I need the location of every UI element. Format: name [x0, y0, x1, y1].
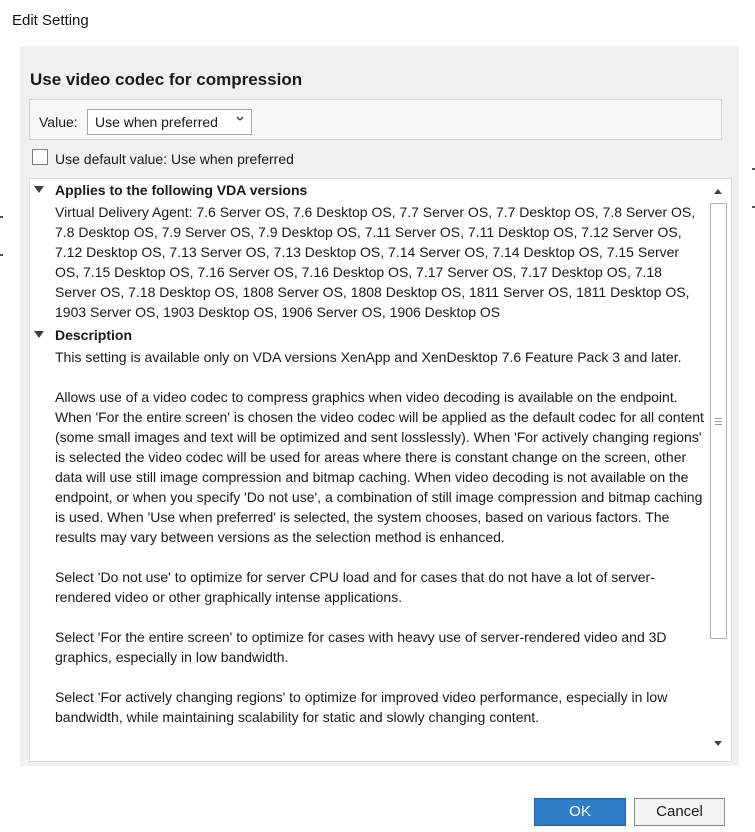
setting-title: Use video codec for compression: [30, 70, 303, 89]
applies-body: Virtual Delivery Agent: 7.6 Server OS, 7.6 Desktop OS, 7.7 Server OS, 7.7 Desktop OS, 7.8 Server OS, 7.8 Desktop OS, 7.9 Server OS, 7.9 Desktop OS, 7.11 Server OS, 7.11 Desktop OS, 7.12 Server OS, 7.12 Desktop OS, 7.13 Server OS, 7.13 Desktop OS, 7.14 Server OS, 7.14 Desktop OS, 7.15 Server OS, 7.15 Desktop OS, 7.16 Server OS, 7.16 Desktop OS, 7.17 Server OS, 7.17 Desktop OS, 7.18 Server OS, 7.18 Desktop OS, 1808 Server OS, 1808 Desktop OS, 1811 Server OS, 1811 Desktop OS, 1903 Server OS, 1903 Desktop OS, 1906 Server OS, 1906 Desktop OS: [55, 204, 696, 320]
title-bar: [0, 0, 755, 42]
description-paragraph: Select 'For the entire screen' to optimize for cases with heavy use of server-rendered video and 3D graphics, especially in low bandwidth.: [55, 629, 667, 665]
description-paragraph: Allows use of a video codec to compress graphics when video decoding is available on the endpoint. When 'For the entire screen' is chosen the video codec will be applied as the default codec for all content (some small images and text will be optimized and sent losslessly). When 'For actively changing regions' is selected the video codec will be used for areas where there is constant change on the screen, other data will use still image compression and bitmap caching. When video decoding is not available on the endpoint, or when you specify 'Do not use', a combination of still image compression and bitmap caching is used. When 'Use when preferred' is selected, the system chooses, based on various factors. The results may vary between versions as the selection method is enhanced.: [55, 389, 704, 545]
content-panel: [20, 46, 739, 766]
ok-button[interactable]: OK: [534, 798, 626, 826]
collapse-triangle-icon[interactable]: [34, 186, 44, 193]
window-title: Edit Setting: [12, 12, 89, 29]
cancel-button[interactable]: Cancel: [634, 798, 725, 826]
description-paragraph: Select 'Do not use' to optimize for server CPU load and for cases that do not have a lot of server-rendered video or other graphically intense applications.: [55, 569, 655, 605]
description-section-header[interactable]: [34, 327, 132, 343]
value-dropdown[interactable]: [87, 109, 252, 135]
edge-mark: [0, 254, 3, 256]
details-content: [30, 179, 706, 762]
description-paragraph: Select 'For actively changing regions' to optimize for improved video performance, especially in low bandwidth, while maintaining scalability for static and slowly changing content.: [55, 689, 668, 725]
value-label: Value:: [39, 114, 78, 130]
use-default-checkbox[interactable]: [32, 149, 48, 165]
value-dropdown-selected: Use when preferred: [95, 114, 218, 130]
details-scroll-panel: [29, 178, 732, 762]
description-body: [55, 347, 705, 747]
use-default-label[interactable]: Use default value: Use when preferred: [55, 151, 294, 167]
dialog-footer: [0, 790, 755, 832]
collapse-triangle-icon[interactable]: [34, 331, 44, 338]
use-default-row[interactable]: [32, 149, 432, 169]
description-header-text: Description: [55, 327, 133, 343]
scrollbar-thumb[interactable]: [710, 203, 727, 639]
scroll-down-arrow-icon[interactable]: [714, 741, 722, 746]
chevron-down-icon: [235, 114, 245, 124]
scroll-up-arrow-icon[interactable]: [714, 189, 722, 194]
applies-section-header[interactable]: [34, 182, 307, 198]
vertical-scrollbar[interactable]: [706, 179, 731, 761]
value-panel: [29, 99, 722, 140]
edge-mark: [0, 216, 3, 218]
description-paragraph: This setting is available only on VDA versions XenApp and XenDesktop 7.6 Feature Pack 3 and later.: [55, 349, 682, 365]
grip-icon: [715, 418, 722, 427]
applies-header-text: Applies to the following VDA versions: [55, 182, 308, 198]
